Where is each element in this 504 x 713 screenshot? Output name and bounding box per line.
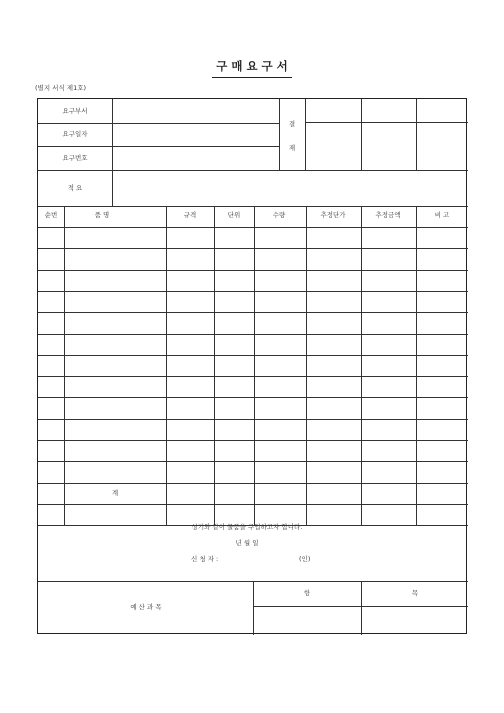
header-bottom-line — [38, 170, 468, 171]
summary-bottom-line — [38, 206, 468, 207]
table-row-line — [38, 397, 468, 398]
budget-header-mok: 목 — [411, 589, 419, 597]
table-row-line — [38, 483, 468, 484]
table-row-line — [38, 504, 468, 505]
table-column-line — [64, 206, 65, 525]
declaration-date: 년 월 일 — [235, 539, 259, 547]
table-row-line — [38, 270, 468, 271]
budget-header-line — [253, 606, 468, 607]
table-column-line — [166, 206, 167, 525]
table-row-line — [38, 419, 468, 420]
form-title-text: 구 매 요 구 서 — [212, 58, 292, 78]
approval-divider-1 — [361, 99, 362, 170]
approval-label-top: 결 — [288, 120, 296, 128]
table-column-line — [254, 206, 255, 525]
table-row-line — [38, 376, 468, 377]
table-column-line — [361, 206, 362, 525]
total-label: 계 — [111, 489, 119, 497]
column-header-remarks: 비 고 — [434, 211, 450, 219]
form-number: (별지 서식 제1호) — [35, 84, 87, 92]
header-row-line-1 — [38, 123, 279, 124]
declaration-statement: 상기와 같이 물품을 구입하고자 합니다. — [191, 523, 303, 531]
number-label: 요구번호 — [62, 154, 88, 162]
table-row-line — [38, 461, 468, 462]
column-header-amount: 추정금액 — [375, 211, 401, 219]
approval-divider-2 — [416, 99, 417, 170]
budget-label-divider — [253, 581, 254, 635]
table-row-line — [38, 291, 468, 292]
approval-label-divider — [305, 99, 306, 170]
column-header-item-name: 품 명 — [94, 211, 110, 219]
summary-label: 적 요 — [67, 184, 83, 192]
table-row-line — [38, 355, 468, 356]
purchase-request-sheet — [37, 98, 467, 634]
form-title — [0, 58, 504, 78]
table-row-line — [38, 312, 468, 313]
date-label: 요구일자 — [62, 130, 88, 138]
table-row-line — [38, 334, 468, 335]
table-column-line — [306, 206, 307, 525]
column-header-seq: 순번 — [44, 211, 58, 219]
applicant-label: 신 청 자 : — [191, 555, 219, 563]
budget-label: 예 산 과 목 — [130, 603, 162, 611]
approval-left-border — [279, 99, 280, 170]
budget-header-hang: 항 — [303, 589, 311, 597]
budget-column-divider — [361, 581, 362, 635]
applicant-seal: (인) — [299, 555, 311, 563]
header-row-line-2 — [38, 146, 279, 147]
approval-mid-line — [305, 122, 468, 123]
dept-label: 요구부서 — [62, 107, 88, 115]
column-header-quantity: 수량 — [272, 211, 286, 219]
table-row-line — [38, 440, 468, 441]
table-row-line — [38, 227, 468, 228]
column-header-unit: 단위 — [227, 211, 241, 219]
table-column-line — [416, 206, 417, 525]
column-header-spec: 규격 — [183, 211, 197, 219]
table-column-line — [214, 206, 215, 525]
header-label-divider — [112, 99, 113, 206]
column-header-unit-price: 추정단가 — [320, 211, 346, 219]
approval-label-bottom: 재 — [288, 144, 296, 152]
table-row-line — [38, 248, 468, 249]
